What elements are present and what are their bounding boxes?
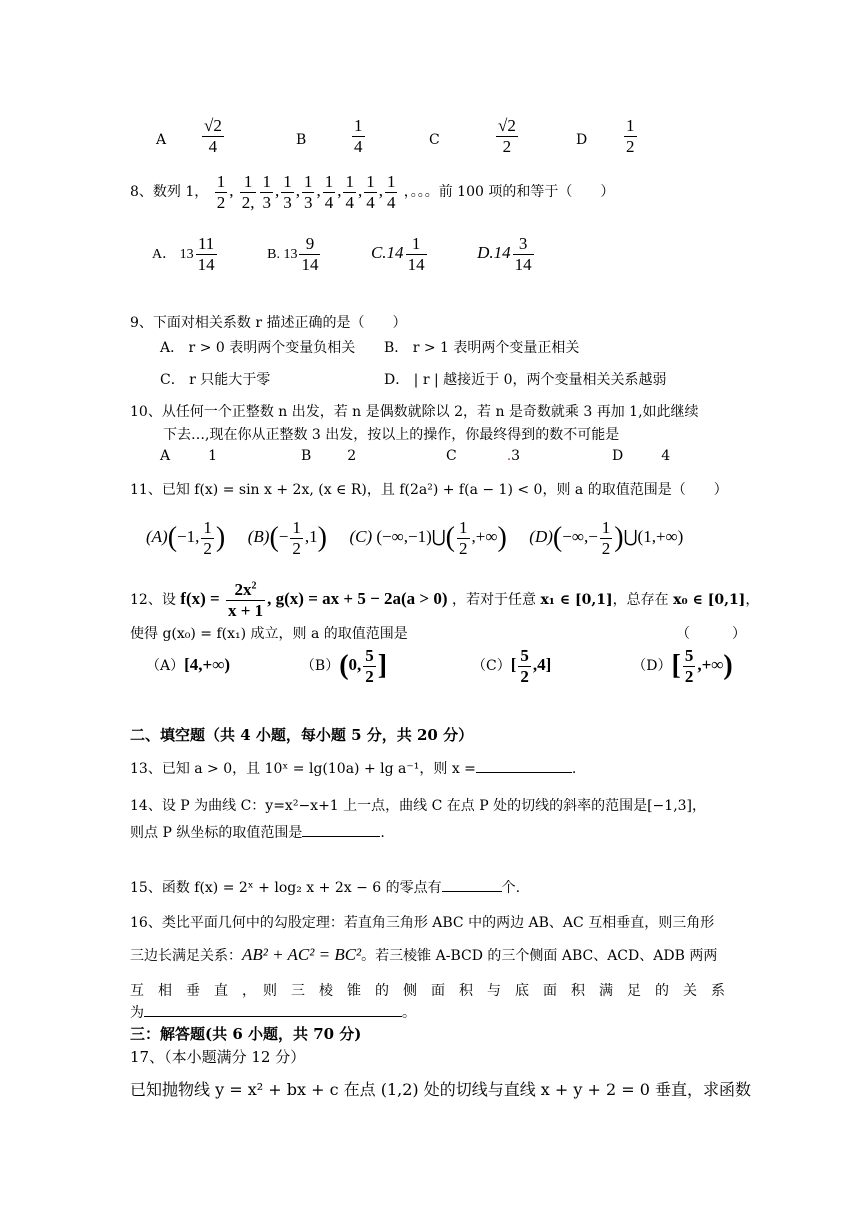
q10-line2: 下去…,现在你从正整数 3 出发，按以上的操作，你最终得到的数不可能是 (163, 427, 620, 443)
q12-paren: （ ） (676, 626, 746, 642)
q10-line1: 10、从任何一个正整数 n 出发，若 n 是偶数就除以 2，若 n 是奇数就乘 3 再加 1,如此继续 (130, 404, 699, 420)
q10-option-a: A 1 (160, 448, 218, 464)
q10-option-d: D 4 (612, 448, 671, 464)
q16-line3: 互 相 垂 直 ， 则 三 棱 锥 的 侧 面 积 与 底 面 积 满 足 的 关 系 (130, 983, 725, 999)
section2-heading: 二、填空题（共 4 小题，每小题 5 分，共 20 分） (130, 726, 474, 744)
q11-stem: 11、已知 f(x) = sin x + 2x, (x ∈ R)，且 f(2a²) + f(a − 1) < 0，则 a 的取值范围是（ ） (130, 482, 728, 498)
q17-line1: 已知抛物线 y = x² + bx + c 在点 (1,2) 处的切线与直线 x + y + 2 = 0 垂直，求函数 (130, 1080, 752, 1099)
section3-heading: 三：解答题(共 6 小题，共 70 分) (130, 1025, 362, 1043)
q7-option-c-label: C (429, 132, 440, 148)
q14-line2: 则点 P 纵坐标的取值范围是 . (130, 825, 385, 841)
q7-option-d-value: $\frac{1}{2}$ (626, 116, 635, 156)
q7-option-a-value: $\frac{√2}{4}$ (204, 116, 222, 156)
q17-heading: 17、（本小题满分 12 分） (130, 1048, 306, 1066)
q8-question: 8、数列 1， $\frac{1}{2}$ , $\frac{1}{2,}$ $\frac{1}{3}$ , $\frac{1}{3}$ , $\frac{1}{3}$ , $\frac{1}{4}$ , $\frac{1}{4}$ , $\frac{1}{4}$ , $\frac{1}{4}$ ，。。。前 100 项的和等于（ ） (130, 172, 615, 212)
q7-option-b-value: $\frac{1}{4}$ (354, 116, 363, 156)
q7-option-a-label: A (156, 132, 167, 148)
q14-blank[interactable] (302, 836, 380, 837)
q8-option-b: B. 13 $\frac{9}{14}$ (267, 234, 319, 274)
q12-options (146, 646, 733, 686)
q7-option-b-label: B (296, 132, 307, 148)
q13-blank[interactable] (476, 772, 572, 773)
q16-line2: 三边长满足关系：AB² + AC² = BC²。若三棱锥 A-BCD 的三个侧面 ABC、ACD、ADB 两两 (130, 945, 718, 964)
q9-stem: 9、下面对相关系数 r 描述正确的是（ ） (130, 315, 407, 331)
q7-option-c-value: $\frac{√2}{2}$ (498, 116, 516, 156)
q9-option-a: A． r > 0 表明两个变量负相关 (160, 340, 356, 356)
q9-option-d: D． | r | 越接近于 0，两个变量相关关系越弱 (384, 372, 667, 388)
q11-option-d-label: (D) (529, 526, 553, 546)
q12-option-c: （C）[ $\frac{5}{2}$ ,4] (472, 646, 552, 686)
q11-option-c-label: (C) (349, 526, 373, 546)
q14-line1: 14、设 P 为曲线 C：y=x²−x+1 上一点，曲线 C 在点 P 处的切线的斜率的范围是[−1,3]， (130, 798, 707, 814)
q16-line4: 为 。 (130, 1005, 416, 1021)
q12-option-b: （B）(0, $\frac{5}{2}$ ] (300, 646, 388, 686)
q8-sequence: $\frac{1}{2}$ , $\frac{1}{2,}$ $\frac{1}{3}$ , $\frac{1}{3}$ , $\frac{1}{3}$ , $\frac{1}{4}$ , $\frac{1}{4}$ , $\frac{1}{4}$ , $\frac{1}{4}$ (216, 172, 396, 212)
q10-option-c: C .3 (446, 448, 521, 464)
q12-option-d: （D）[ $\frac{5}{2}$ ,+∞) (632, 646, 733, 686)
q9-option-c: C． r 只能大于零 (160, 372, 271, 388)
q12-line2: 使得 g(x₀) = f(x₁) 成立，则 a 的取值范围是 (130, 626, 408, 642)
q10-option-b: B 2 (301, 448, 357, 464)
q12-stem: 12、设 f(x) = $\frac{2x^2}{x + 1}$ , g(x) = ax + 5 − 2a(a > 0) ，若对于任意 x₁ ∈ [0,1]，总存在 x₀ ∈ [0,1]， (130, 580, 760, 620)
q11-option-a-label: (A) (146, 526, 168, 546)
q8-option-a: A． 13 $\frac{11}{14}$ (152, 234, 215, 274)
q13: 13、已知 a > 0，且 10ˣ = lg(10a) + lg a⁻¹，则 x = . (130, 761, 577, 777)
q8-options (152, 234, 536, 274)
q7-option-d-label: D (576, 132, 588, 148)
q12-functions: f(x) = $\frac{2x^2}{x + 1}$ , g(x) = ax + 5 − 2a(a > 0) (180, 580, 448, 620)
q11-options: (A)(−1, $\frac{1}{2}$ ) (B)(− $\frac{1}{2}$ ,1) (C) (−∞,−1)⋃( $\frac{1}{2}$ ,+∞) (D)(−∞,− $\frac{1}{2}$ )⋃(1,+∞) (146, 518, 684, 558)
q15: 15、函数 f(x) = 2ˣ + log₂ x + 2x − 6 的零点有 个. (130, 880, 521, 896)
q11-option-b-label: (B) (247, 526, 270, 546)
q16-line1: 16、类比平面几何中的勾股定理：若直角三角形 ABC 中的两边 AB、AC 互相垂直，则三角形 (130, 915, 715, 931)
q8-option-d: D.14 $\frac{3}{14}$ (477, 234, 532, 274)
q9-option-b: B． r > 1 表明两个变量正相关 (384, 340, 580, 356)
q15-blank[interactable] (442, 891, 502, 892)
q12-option-a: （A）[4,+∞) (146, 654, 231, 674)
q16-blank[interactable] (144, 1016, 402, 1017)
q8-option-c: C.14 $\frac{1}{14}$ (370, 234, 425, 274)
